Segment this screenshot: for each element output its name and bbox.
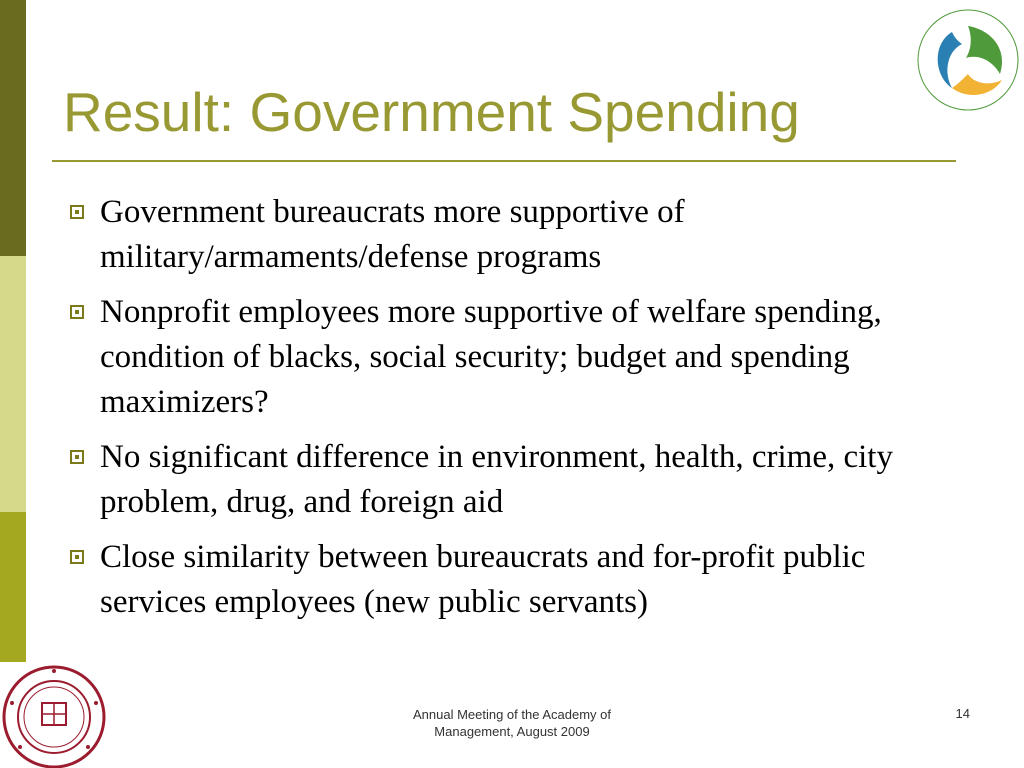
slide-title: Result: Government Spending [63,81,800,143]
bullet-item [62,190,962,280]
bullet-text: Government bureaucrats more supportive of military/armaments/defense programs [100,194,685,275]
bullet-item [62,535,962,625]
footer-line-1: Annual Meeting of the Academy of [412,707,611,722]
bullet-text: Close similarity between bureaucrats and for-profit public services employees (new public servants) [100,539,866,620]
square-bullet-icon [70,305,84,319]
bullet-item [62,290,962,425]
university-seal-icon [0,663,108,768]
square-bullet-icon [70,450,84,464]
green-management-logo [912,4,1024,116]
bullet-text: Nonprofit employees more supportive of welfare spending, condition of blacks, social security; budget and spending maximizers? [100,294,882,420]
square-bullet-icon [70,205,84,219]
sidebar-stripe-top [0,0,26,256]
bullet-text: No significant difference in environment, health, crime, city problem, drug, and foreign aid [100,439,893,520]
bullet-list [62,190,962,635]
sidebar-stripe-middle [0,256,26,512]
footer-line-2: Management, August 2009 [434,724,590,739]
bullet-item [62,435,962,525]
title-divider [52,160,956,162]
footer-text [380,706,644,740]
square-bullet-icon [70,550,84,564]
sidebar-stripe-bottom [0,512,26,662]
page-number: 14 [955,706,970,721]
